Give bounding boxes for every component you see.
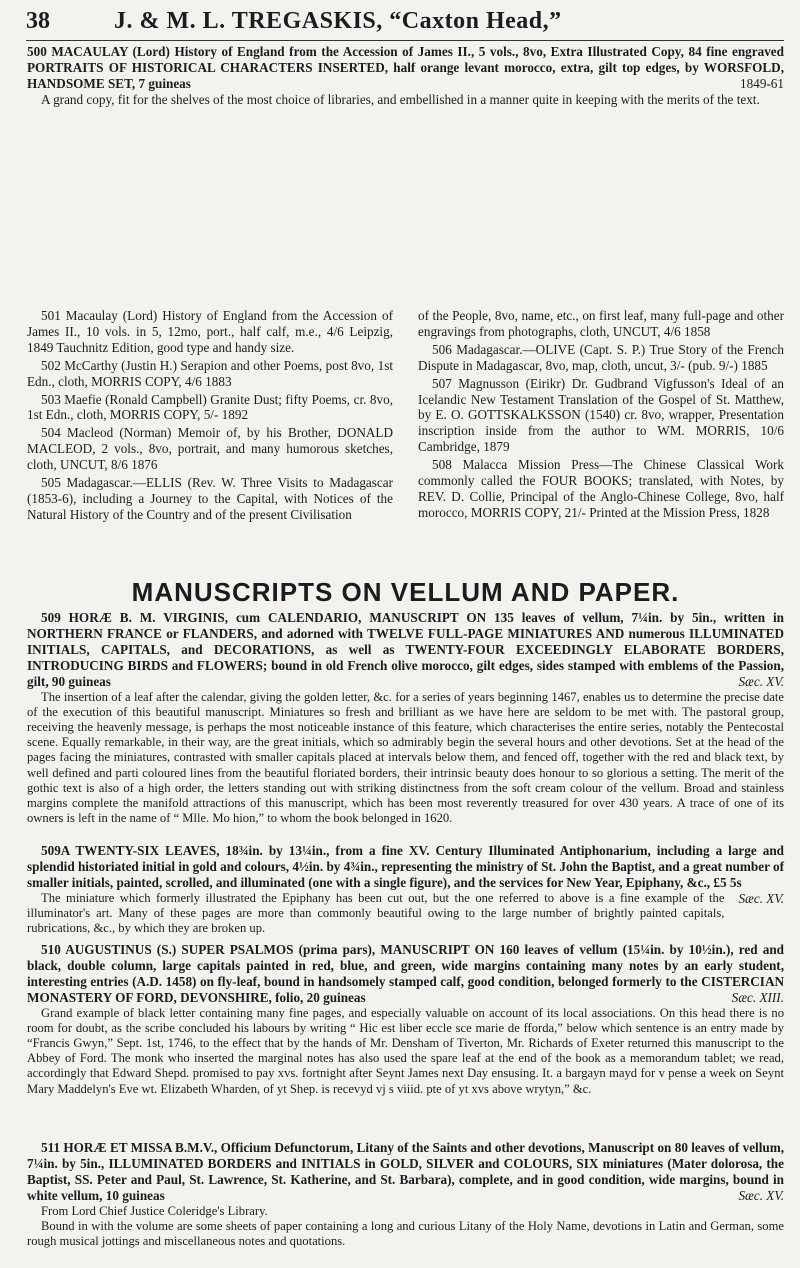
section-title: MANUSCRIPTS ON VELLUM AND PAPER. — [131, 577, 680, 607]
lot-501: 501 Macaulay (Lord) History of England from the Accession of James II., 10 vols. in 5, 12mo, port., half calf, m.e., 4/6 Leipzig, 1849 Tauchnitz Edition, good type and handy size. — [27, 308, 393, 355]
left-column — [27, 308, 393, 523]
header-rule — [26, 40, 784, 41]
lot-508: 508 Malacca Mission Press—The Chinese Classical Work commonly called the FOUR BOOKS; translated, with Notes, by REV. D. Collie, Principal of the Anglo-Chinese College, 8vo, half morocco, MORRIS COPY, 21/- Printed at the Mission Press, 1828 — [418, 457, 784, 520]
lot-510-era: Sæc. XIII. — [731, 989, 784, 1005]
lot-500-note: A grand copy, fit for the shelves of the most choice of libraries, and embellished in a manner quite in keeping with the merits of the text. — [41, 91, 760, 107]
lot-509a-heading: 509A TWENTY-SIX LEAVES, 18¾in. by 13¼in., from a fine XV. Century Illuminated Antiphonarium, including a large and splendid historiated initial in gold and colours, 4½in. by 4¾in., representing the ministry of St. John the Baptist, and a great number of smaller initials, painted, scrolled, and illuminated (one with a single figure), and the services for New Year, Epiphany, &c., £5 5s — [27, 843, 784, 890]
lot-506: 506 Madagascar.—OLIVE (Capt. S. P.) True Story of the French Dispute in Madagascar, 8vo, map, cloth, uncut, 3/- (pub. 9/-) 1885 — [418, 341, 784, 373]
lot-505: 505 Madagascar.—ELLIS (Rev. W. Three Visits to Madagascar (1853-6), including a Journey to the Capital, with Notices of the Natural History of the Country and of the present Civilisation — [27, 475, 393, 522]
lot-509-heading: 509 HORÆ B. M. VIRGINIS, cum CALENDARIO, MANUSCRIPT ON 135 leaves of vellum, 7¼in. by 5in., written in NORTHERN FRANCE or FLANDERS, and adorned with TWELVE FULL-PAGE MINIATURES AND numerous ILLUMINATED INITIALS, CAPITALS, and DECORATIONS, as well as TWENTY-FOUR EXCEEDINGLY ELABORATE BORDERS, INTRODUCING BIRDS and FLOWERS; bound in old French olive morocco, gilt edges, sides stamped with emblems of the Passion, gilt, 90 guineas — [27, 610, 784, 689]
lot-509-note: The insertion of a leaf after the calendar, giving the golden letter, &c. for a series of years beginning 1467, enables us to determine the precise date of the execution of this beautiful manuscript. Miniatures so fresh and brilliant as we have here are seldom to be met with. The pastoral group, receiving the heavenly message, is perhaps the most noticeable instance of this feature, which characterises the entire series, notably the Pentecostal scene. Equally remarkable, in their way, are the great initials, which so admirably begin the several hours and other devotions. Set at the head of the pages facing the miniatures, contrasted with smaller capitals placed at intervals below them, and fenced off, together with the red and black text, by well defined and parti coloured lines from the beautiful floriated borders, their intrinsic beauty does honour to so glorious a setting. The merit of the gothic text is also of a high order, the letters standing out with striking distinctness from the soft cream colour of the vellum. Broad and stainless margins complete the manifold attractions of this manuscript, which has been most reverently treasured for over 430 years. A trace of one of its owners is left in the name of “ Mlle. Mo hion,” to whom the book belonged in 1620. — [27, 689, 784, 826]
lot-511 — [27, 1140, 784, 1249]
lot-511-era: Sæc. XV. — [738, 1187, 784, 1203]
lot-504: 504 Macleod (Norman) Memoir of, by his Brother, DONALD MACLEOD, 2 vols., 8vo, portrait, and many humorous sketches, cloth, UNCUT, 8/6 1876 — [27, 425, 393, 473]
lot-511-note: Bound in with the volume are some sheets of paper containing a long and curious Litany of the Holy Name, devotions in Latin and German, some rough musical jottings and miscellaneous notes and quotations. — [27, 1218, 784, 1249]
lot-502: 502 McCarthy (Justin H.) Serapion and other Poems, post 8vo, 1st Edn., cloth, MORRIS COPY, 4/6 1883 — [27, 357, 393, 389]
lot-503: 503 Maefie (Ronald Campbell) Granite Dust; fifty Poems, cr. 8vo, 1st Edn., cloth, MORRIS COPY, 5/- 1892 — [27, 391, 393, 423]
lot-507: 507 Magnusson (Eirikr) Dr. Gudbrand Vigfusson's Ideal of an Icelandic New Testament Translation of the Gospel of St. Matthew, by E. O. GOTTSKALKSSON (1540) cr. 8vo, wrapper, Presentation inscription inside from the author to WM. MORRIS, 10/6 Cambridge, 1879 — [418, 375, 784, 455]
lot-505-continued: of the People, 8vo, name, etc., on first leaf, many full-page and other engravings from photographs, cloth, UNCUT, 4/6 1858 — [418, 308, 784, 339]
lot-510 — [27, 942, 784, 1097]
lot-509-era: Sæc. XV. — [738, 673, 784, 689]
lot-509a-era: Sæc. XV. — [738, 890, 784, 906]
lot-500 — [27, 44, 784, 108]
lot-510-note: Grand example of black letter containing many fine pages, and especially valuable on account of its local associations. On this head there is no room for doubt, as the scribe concluded his labours by writing “ Hic est liber eccle sce marie de fforda,” below which sentence is an entry made by “Francis Gwyn,” Sept. 1st, 1746, to the effect that by the hands of Mr. Densham of Tiverton, Mr. Richards of Exeter returned this manuscript to the Abbey of Ford. The monk who inserted the marginal notes has also used the spare leaf at the end of the book as a memorandum tablet; we read, accordingly that Edward Shepd. promised to pay xvs. fortnight after Seynt James next Day ensusing. It. a bargayn mayd for v pense a week on Seynt Mary Maddelyn's Eve wt. Elizabeth Wharden, of yt Shep. is recevyd vj s viiid. pte of yt xvs above wrytyn,” &c. — [27, 1005, 784, 1096]
page-header — [26, 8, 786, 36]
lot-500-date: 1849-61 — [740, 75, 784, 91]
lot-511-heading: 511 HORÆ ET MISSA B.M.V., Officium Defunctorum, Litany of the Saints and other devotions, Manuscript on 80 leaves of vellum, 7¼in. by 5in., ILLUMINATED BORDERS and INITIALS in GOLD, SILVER and COLOURS, SIX miniatures (Mater dolorosa, the Baptist, SS. Peter and Paul, St. Lawrence, St. Katherine, and St. Barbara), complete, and in good condition, wide margins, bound in white vellum, 10 guineas — [27, 1140, 784, 1203]
lot-511-provenance: From Lord Chief Justice Coleridge's Library. — [41, 1203, 268, 1218]
lot-509a-note: The miniature which formerly illustrated the Epiphany has been cut out, but the one referred to above is a fine example of the illuminator's art. Many of these pages are more than commonly beautiful owing to the large number of brightly painted capitals, rubrications, &c., by which they are broken up. — [27, 890, 725, 936]
running-title: J. & M. L. TREGASKIS, “Caxton Head,” — [114, 8, 562, 34]
page-number: 38 — [26, 8, 50, 34]
lot-509a — [27, 843, 784, 936]
lot-510-heading: 510 AUGUSTINUS (S.) SUPER PSALMOS (prima pars), MANUSCRIPT ON 160 leaves of vellum (15¼in. by 10½in.), red and black, double column, large capitals painted in red, blue, and green, wide margins containing many notes by an early student, interesting entries (A.D. 1458) on fly-leaf, bound in handsomely stamped calf, good condition, belonged formerly to the CISTERCIAN MONASTERY OF FORD, DEVONSHIRE, folio, 20 guineas — [27, 942, 784, 1005]
lot-500-heading: 500 MACAULAY (Lord) History of England from the Accession of James II., 5 vols., 8vo, Extra Illustrated Copy, 84 fine engraved PORTRAITS OF HISTORICAL CHARACTERS INSERTED, half orange levant morocco, extra, gilt top edges, by WORSFOLD, HANDSOME SET, 7 guineas — [27, 44, 784, 91]
right-column — [418, 308, 784, 521]
lot-509 — [27, 610, 784, 826]
